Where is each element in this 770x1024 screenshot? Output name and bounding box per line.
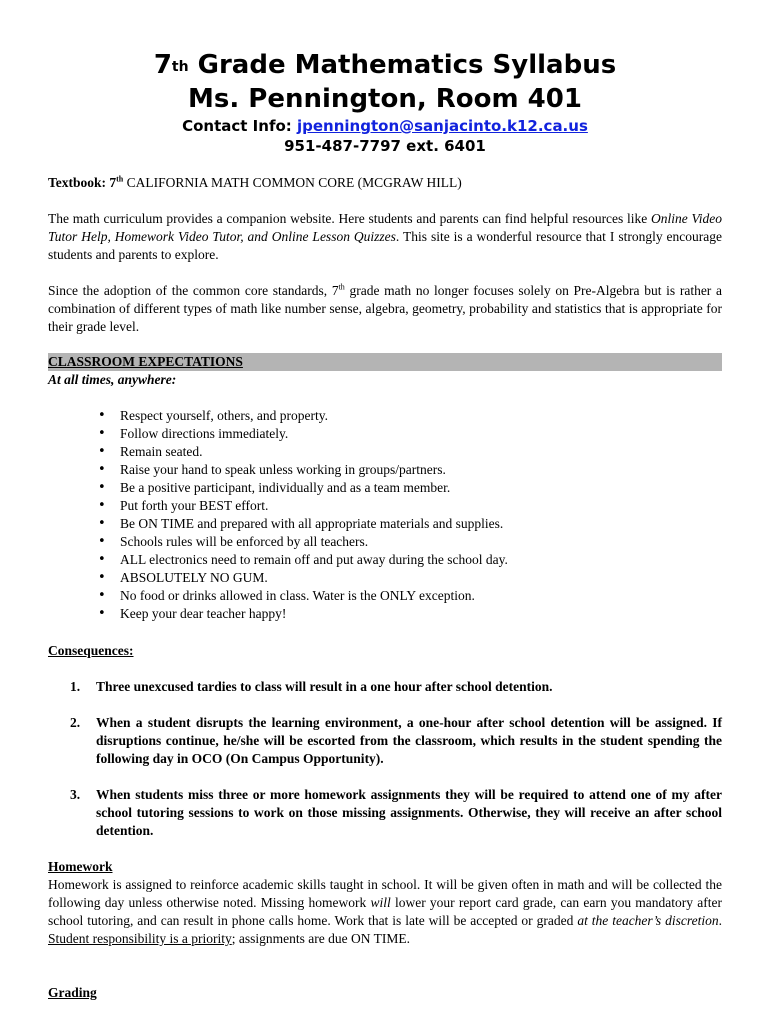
list-item: • ALL electronics need to remain off and put away during the school day. <box>98 551 508 569</box>
list-item: • Be a positive participant, individually and as a team member. <box>98 479 508 497</box>
list-item: • No food or drinks allowed in class. Water is the ONLY exception. <box>98 587 508 605</box>
consequence-item-2 <box>70 714 722 768</box>
phone-line: 951-487-7797 ext. 6401 <box>284 137 486 155</box>
expectations-list <box>98 407 508 623</box>
teacher-line: Ms. Pennington, Room 401 <box>188 84 582 114</box>
consequence-item-1 <box>70 678 722 696</box>
textbook-value: CALIFORNIA MATH COMMON CORE (MCGRAW HILL) <box>123 175 462 190</box>
homework-paragraph: Homework is assigned to reinforce academic skills taught in school. It will be given often in math and will be collected the following day unless otherwise noted. Missing homework will lower your report card grade, can earn you mandatory after school tutoring, and can result in phone calls home. Work that is late will be accepted or graded at the teacher’s discretion. Student responsibility is a priority; assignments are due ON TIME. <box>48 877 723 946</box>
website-resources: Online Video Tutor Help, Homework Video Tutor, and Online Lesson Quizzes <box>48 211 723 244</box>
expectations-heading: CLASSROOM EXPECTATIONS <box>48 354 243 369</box>
item-text: Three unexcused tardies to class will result in a one hour after school detention. <box>96 679 553 694</box>
consequences-heading: Consequences: <box>48 643 134 658</box>
contact-label: Contact Info: <box>182 117 297 135</box>
textbook-label: Textbook: 7th <box>48 174 124 190</box>
list-item: • Keep your dear teacher happy! <box>98 605 508 623</box>
homework-heading: Homework <box>48 859 113 874</box>
title-grade: 7 <box>153 50 172 80</box>
item-number: 3. <box>70 787 81 802</box>
list-item: • Respect yourself, others, and property. <box>98 407 508 425</box>
grading-heading: Grading <box>48 985 97 1000</box>
item-text: When students miss three or more homework assignments they will be required to attend one of my after school tutoring sessions to work on those missing assignments. Otherwise, they will receive an after school detention. <box>96 787 722 838</box>
intro-paragraph-website: The math curriculum provides a companion website. Here students and parents can find helpful resources like Online Video Tutor Help, Homework Video Tutor, and Online Lesson Quizzes. This site is a wonderful resource that I strongly encourage students and parents to explore. <box>48 211 723 262</box>
list-item: • Put forth your BEST effort. <box>98 497 508 515</box>
textbook-line <box>48 174 722 192</box>
item-number: 1. <box>70 679 81 694</box>
item-text: When a student disrupts the learning environment, a one-hour after school detention will be assigned. If disruptions continue, he/she will be escorted from the classroom, which results in the student spending the following day in OCO (On Campus Opportunity). <box>96 715 722 766</box>
list-item: • Be ON TIME and prepared with all appropriate materials and supplies. <box>98 515 508 533</box>
title-text: Grade Mathematics Syllabus <box>188 50 617 80</box>
item-number: 2. <box>70 715 81 730</box>
list-item: • Raise your hand to speak unless working in groups/partners. <box>98 461 508 479</box>
list-item: • ABSOLUTELY NO GUM. <box>98 569 508 587</box>
expectations-subheading: At all times, anywhere: <box>48 372 177 387</box>
email-link[interactable]: jpennington@sanjacinto.k12.ca.us <box>297 117 588 135</box>
expectations-heading-bar <box>48 353 722 371</box>
contact-line <box>48 116 722 136</box>
title-superscript: th <box>171 59 189 75</box>
list-item: • Remain seated. <box>98 443 508 461</box>
list-item: • Follow directions immediately. <box>98 425 508 443</box>
intro-paragraph-standards: Since the adoption of the common core standards, 7th grade math no longer focuses solely on Pre-Algebra but is rather a combination of different types of math like number sense, algebra, geometry, probability and statistics that is appropriate for their grade level. <box>48 282 722 334</box>
consequence-item-3 <box>70 786 722 840</box>
page-title <box>48 48 722 82</box>
list-item: • Schools rules will be enforced by all teachers. <box>98 533 508 551</box>
